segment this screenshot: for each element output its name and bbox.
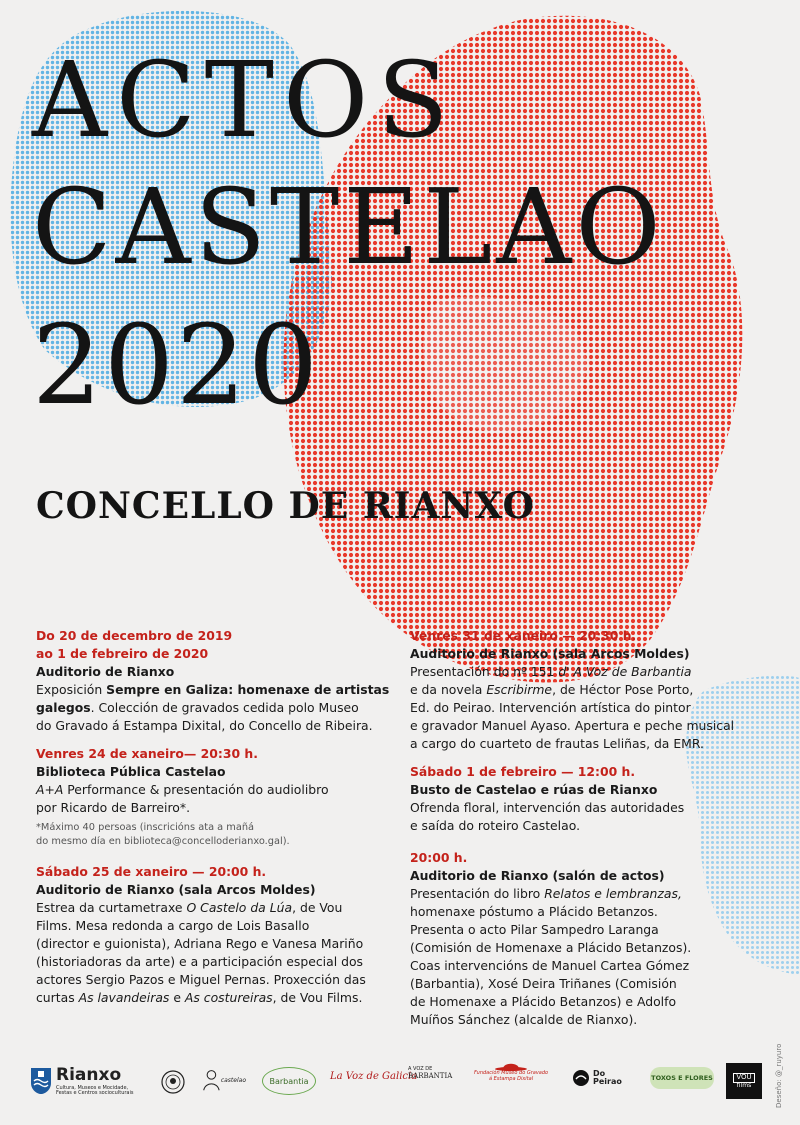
castelao-text: castelao bbox=[220, 1076, 246, 1084]
logo-la-voz-galicia bbox=[330, 1071, 417, 1082]
event-date: 20:00 h. bbox=[410, 850, 468, 865]
rianxo-name: Rianxo bbox=[56, 1064, 122, 1085]
event-note: *Máximo 40 persoas (inscricións ata a mañá bbox=[36, 822, 255, 833]
peirao-icon bbox=[572, 1069, 590, 1087]
event-description: (Barbantia), Xosé Deira Triñanes (Comisión bbox=[410, 976, 677, 991]
vou-text: VOU bbox=[733, 1073, 754, 1083]
event-description: Ed. do Peirao. Intervención artística do pintor bbox=[410, 700, 691, 715]
event-description: Estrea da curtametraxe O Castelo da Lúa, de Vou bbox=[36, 900, 343, 915]
event-description: de Homenaxe a Plácido Betanzos) e Adolfo bbox=[410, 994, 677, 1009]
event-description: Presenta o acto Pilar Sampedro Laranga bbox=[410, 922, 659, 937]
events-left-column bbox=[36, 627, 390, 1017]
event-date: Sábado 1 de febreiro — 12:00 h. bbox=[410, 764, 636, 779]
event-venue: Biblioteca Pública Castelao bbox=[36, 764, 226, 779]
logo-vou-films bbox=[726, 1063, 762, 1099]
toxos-text: TOXOS E FLORES bbox=[651, 1074, 713, 1082]
title-year: 2020 bbox=[32, 301, 320, 429]
event-description: e saída do roteiro Castelao. bbox=[410, 818, 581, 833]
event-description: homenaxe póstumo a Plácido Betanzos. bbox=[410, 904, 658, 919]
event-description: actores Sergio Pazos e Miguel Pernas. Proxección das bbox=[36, 972, 366, 987]
logo-concello-rianxo bbox=[30, 1061, 133, 1101]
logo-barbantia bbox=[262, 1067, 316, 1095]
event-relatos bbox=[410, 849, 750, 1029]
event-description: e da novela Escribirme, de Héctor Pose Porto, bbox=[410, 682, 694, 697]
la-voz-text: La Voz de Galicia bbox=[330, 1071, 418, 1082]
logo-do-peirao bbox=[572, 1069, 622, 1087]
event-description: por Ricardo de Barreiro*. bbox=[36, 800, 191, 815]
rianxo-shield-icon bbox=[30, 1067, 52, 1095]
event-date: Venres 24 de xaneiro— 20:30 h. bbox=[36, 746, 258, 761]
event-note: do mesmo día en biblioteca@concelloderianxo.gal). bbox=[36, 836, 290, 847]
fundacion-text: Fundación Museo do Gravado bbox=[474, 1070, 549, 1076]
logo-toxos-flores bbox=[650, 1067, 714, 1089]
event-description: (Comisión de Homenaxe a Plácido Betanzos). bbox=[410, 940, 692, 955]
fundacion-text: á Estampa Dixital bbox=[488, 1075, 534, 1082]
title-line-2: CASTELAO bbox=[32, 166, 665, 288]
events-right-column bbox=[410, 627, 750, 1039]
event-description: Films. Mesa redonda a cargo de Lois Basallo bbox=[36, 918, 310, 933]
event-description: e gravador Manuel Ayaso. Apertura e peche musical bbox=[410, 718, 735, 733]
event-date: Venres 31 de xaneiro — 20:30 h. bbox=[410, 628, 637, 643]
event-performance bbox=[36, 745, 376, 849]
event-description: Ofrenda floral, intervención das autoridades bbox=[410, 800, 685, 815]
event-curtametraxe bbox=[36, 863, 376, 1007]
event-date: Do 20 de decembro de 2019 bbox=[36, 628, 233, 643]
event-description: (historiadoras da arte) e a participación especial dos bbox=[36, 954, 364, 969]
do-peirao-text: Peirao bbox=[593, 1077, 622, 1086]
event-venue: Busto de Castelao e rúas de Rianxo bbox=[410, 782, 658, 797]
event-date: ao 1 de febreiro de 2020 bbox=[36, 646, 209, 661]
event-description: do Gravado á Estampa Dixital, do Concello de Ribeira. bbox=[36, 718, 373, 733]
event-description: galegos. Colección de gravados cedida polo Museo bbox=[36, 700, 359, 715]
logo-seal bbox=[160, 1069, 186, 1095]
barbantia-text: Barbantia bbox=[269, 1076, 309, 1086]
event-venue: Auditorio de Rianxo (sala Arcos Moldes) bbox=[36, 882, 316, 897]
event-description: Presentación do nº 151 d' A Voz de Barbantia bbox=[410, 664, 692, 679]
event-description: Muíños Sánchez (alcalde de Rianxo). bbox=[410, 1012, 638, 1027]
event-presentacion-barbantia bbox=[410, 627, 750, 753]
sponsor-logos bbox=[30, 1055, 790, 1111]
castelao-drawing-icon bbox=[202, 1067, 221, 1093]
event-exposicion bbox=[36, 627, 390, 735]
event-description: A+A Performance & presentación do audiolibro bbox=[36, 782, 329, 797]
design-credit: Deseño: @_ruyuro bbox=[775, 1043, 783, 1108]
seal-icon bbox=[161, 1070, 185, 1094]
event-description: Exposición Sempre en Galiza: homenaxe de artistas bbox=[36, 682, 390, 697]
logo-castelao bbox=[202, 1065, 246, 1095]
event-date: Sábado 25 de xaneiro — 20:00 h. bbox=[36, 864, 267, 879]
avoz-big-text: BARBANTIA bbox=[408, 1071, 453, 1080]
event-description: Coas intervencións de Manuel Cartea Gómez bbox=[410, 958, 690, 973]
event-description: Presentación do libro Relatos e lembranzas, bbox=[410, 886, 682, 901]
title-line-1: ACTOS bbox=[32, 39, 458, 161]
event-venue: Auditorio de Rianxo (salón de actos) bbox=[410, 868, 665, 883]
films-text: films bbox=[736, 1081, 752, 1089]
rianxo-subtitle: Festas e Centros socioculturais bbox=[56, 1089, 134, 1096]
logo-fundacion-museo bbox=[474, 1059, 548, 1083]
event-description: curtas As lavandeiras e As costureiras, de Vou Films. bbox=[36, 990, 363, 1005]
event-description: a cargo do cuarteto de frautas Leliñas, da EMR. bbox=[410, 736, 704, 751]
logo-a-voz-barbantia bbox=[408, 1067, 452, 1080]
event-description: (director e guionista), Adriana Rego e Vanesa Mariño bbox=[36, 936, 364, 951]
avoz-small-text: A VOZ DE bbox=[408, 1066, 433, 1072]
subtitle: CONCELLO DE RIANXO bbox=[36, 485, 535, 527]
do-peirao-text: Do bbox=[593, 1069, 606, 1078]
event-ofrenda bbox=[410, 763, 750, 835]
rianxo-subtitle: Cultura, Museos e Mocidade, bbox=[56, 1084, 129, 1091]
event-venue: Auditorio de Rianxo bbox=[36, 664, 175, 679]
event-venue: Auditorio de Rianxo (sala Arcos Moldes) bbox=[410, 646, 690, 661]
